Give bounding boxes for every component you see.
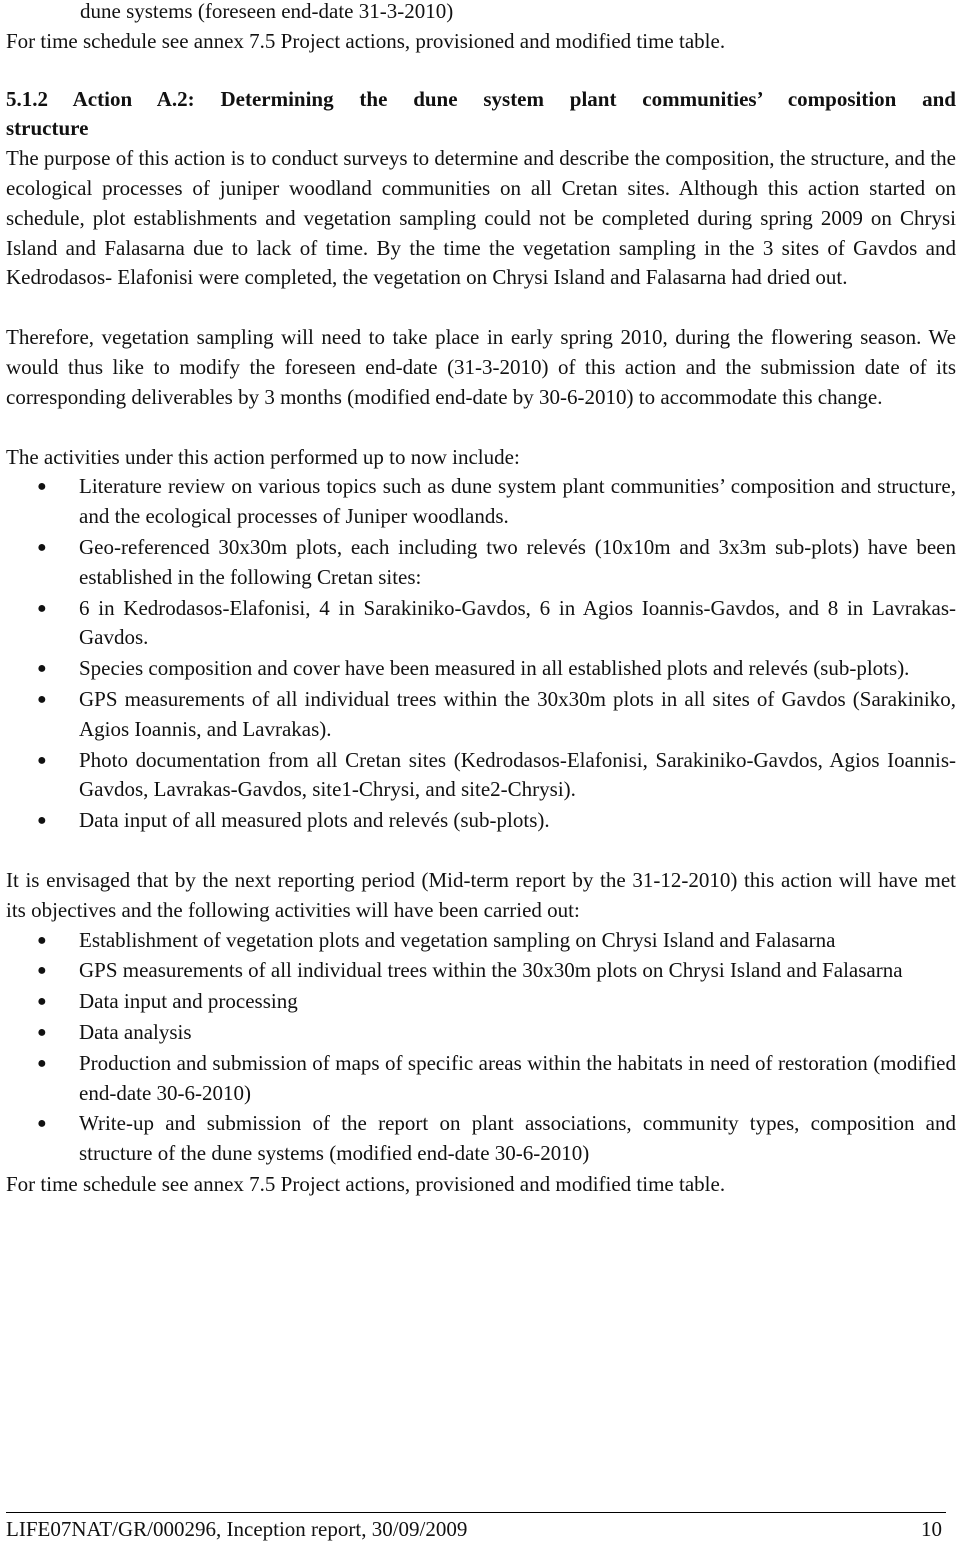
list-item — [6, 533, 956, 593]
list-item — [6, 1049, 956, 1109]
bullet-icon: ● — [37, 1115, 47, 1133]
intro-schedule-note: For time schedule see annex 7.5 Project actions, provisioned and modified time table. — [6, 28, 726, 53]
list-item — [6, 806, 956, 836]
list-item — [6, 472, 956, 532]
bullet-icon: ● — [37, 538, 47, 556]
list-item-text: Photo documentation from all Cretan sites (Kedrodasos-Elafonisi, Sarakiniko-Gavdos, Agios Ioannis-Gavdos, Lavrakas-Gavdos, site1-Chrysi, and site2-Chrysi). — [79, 747, 956, 802]
list-item — [6, 685, 956, 745]
list-item — [6, 926, 956, 956]
page-footer — [6, 1512, 946, 1541]
bullet-icon: ● — [37, 1023, 47, 1041]
list-item-text: Data input of all measured plots and relevés (sub-plots). — [79, 808, 550, 833]
section-heading: 5.1.2 Action A.2: Determining the dune system plant communities’ composition and — [6, 86, 956, 111]
activities-done-list — [6, 472, 956, 836]
paragraph-schedule-note: For time schedule see annex 7.5 Project actions, provisioned and modified time table. — [6, 1171, 726, 1196]
list-item-text: Write-up and submission of the report on plant associations, community types, composition and structure of the dune systems (modified end-date 30-6-2010) — [79, 1111, 956, 1166]
list-item — [6, 956, 956, 986]
bullet-icon: ● — [37, 931, 47, 949]
bullet-icon: ● — [37, 478, 47, 496]
list-item — [6, 1018, 956, 1048]
bullet-icon: ● — [37, 1054, 47, 1072]
list-item-text: Data input and processing — [79, 989, 298, 1014]
bullet-icon: ● — [37, 993, 47, 1011]
list-item — [6, 746, 956, 806]
list-item-text: GPS measurements of all individual trees within the 30x30m plots on Chrysi Island and Falasarna — [79, 958, 903, 983]
bullet-icon: ● — [37, 962, 47, 980]
list-item-text: GPS measurements of all individual trees within the 30x30m plots in all sites of Gavdos (Sarakiniko, Agios Ioannis, and Lavrakas). — [79, 686, 956, 741]
list-item — [6, 1109, 956, 1169]
activities-planned-list — [6, 926, 956, 1169]
list-item-text: Literature review on various topics such as dune system plant communities’ composition and structure, and the ecological processes of Juniper woodlands. — [79, 474, 956, 529]
paragraph-therefore: Therefore, vegetation sampling will need to take place in early spring 2010, during the flowering season. We would thus like to modify the foreseen end-date (31-3-2010) of this action and the submission date of its corresponding deliverables by 3 months (modified end-date by 30-6-2010) to accommodate this change. — [6, 325, 956, 409]
bullet-icon: ● — [37, 751, 47, 769]
list-item — [6, 987, 956, 1017]
paragraph-envisaged: It is envisaged that by the next reporting period (Mid-term report by the 31-12-2010) this action will have met its objectives and the following activities will have been carried out: — [6, 867, 956, 922]
list-item-text: Geo-referenced 30x30m plots, each including two relevés (10x10m and 3x3m sub-plots) have been established in the following Cretan sites: — [79, 534, 956, 589]
list-item — [6, 594, 956, 654]
list-item — [6, 654, 956, 684]
intro-line-continuation: dune systems (foreseen end-date 31-3-2010) — [80, 0, 454, 23]
page-number: 10 — [921, 1517, 942, 1541]
list-item-text: Establishment of vegetation plots and vegetation sampling on Chrysi Island and Falasarna — [79, 927, 836, 952]
bullet-icon: ● — [37, 812, 47, 830]
list-item-text: 6 in Kedrodasos-Elafonisi, 4 in Sarakiniko-Gavdos, 6 in Agios Ioannis-Gavdos, and 8 in Lavrakas-Gavdos. — [79, 595, 956, 650]
document-content — [6, 0, 956, 1200]
footer-document-id: LIFE07NAT/GR/000296, Inception report, 30/09/2009 — [6, 1517, 468, 1541]
bullet-icon: ● — [37, 660, 47, 678]
paragraph-purpose: The purpose of this action is to conduct surveys to determine and describe the composition, the structure, and the ecological processes of juniper woodland communities on all Cretan sites. Although this action started on schedule, plot establishments and vegetation sampling could not be completed during spring 2009 on Chrysi Island and Falasarna due to lack of time. By the time the vegetation sampling in the 3 sites of Gavdos and Kedrodasos- Elafonisi were completed, the vegetation on Chrysi Island and Falasarna had dried out. — [6, 146, 956, 290]
bullet-icon: ● — [37, 690, 47, 708]
list-item-text: Species composition and cover have been measured in all established plots and relevés (sub-plots). — [79, 656, 910, 681]
list-item-text: Production and submission of maps of specific areas within the habitats in need of restoration (modified end-date 30-6-2010) — [79, 1050, 956, 1105]
section-heading-continuation: structure — [6, 116, 89, 141]
list-item-text: Data analysis — [79, 1019, 192, 1044]
paragraph-activities-intro: The activities under this action performed up to now include: — [6, 444, 520, 469]
bullet-icon: ● — [37, 599, 47, 617]
